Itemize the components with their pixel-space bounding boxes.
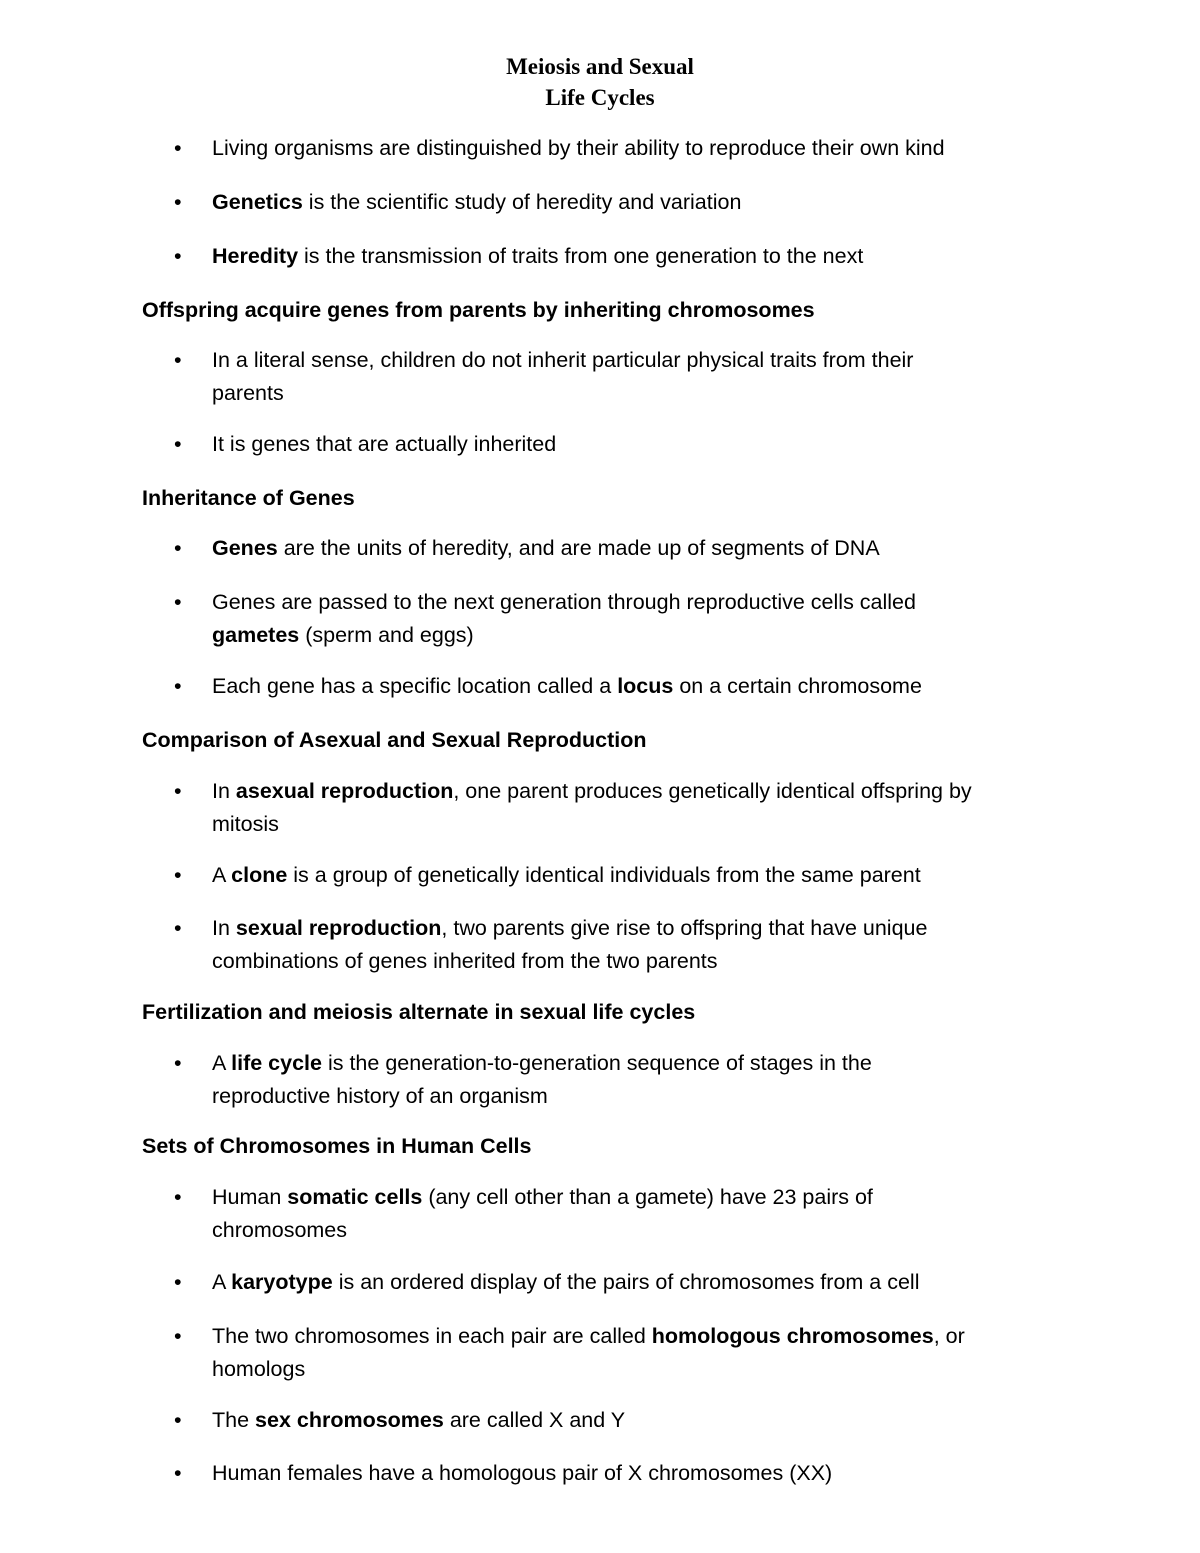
list-item-text: Genes are passed to the next generation through reproductive cells called gametes (sperm and eggs) [212,590,916,647]
bullet-icon: • [174,1461,182,1485]
bullet-icon: • [174,590,182,614]
term: locus [617,674,674,698]
list-item-text: Heredity is the transmission of traits from one generation to the next [212,244,864,268]
list-item-text: It is genes that are actually inherited [212,432,557,456]
list-item-text: Human females have a homologous pair of X chromosomes (XX) [212,1461,833,1485]
term: gametes [212,623,300,647]
bullet-icon: • [174,1324,182,1348]
bullet-icon: • [174,863,182,887]
list-item-text: The two chromosomes in each pair are called homologous chromosomes, or homologs [212,1324,965,1381]
bullet-icon: • [174,136,182,160]
term: Genetics [212,190,303,214]
term: Heredity [212,244,299,268]
term: homologous chromosomes [651,1324,934,1348]
term: somatic cells [287,1185,423,1209]
section-heading: Offspring acquire genes from parents by inheriting chromosomes [142,298,815,322]
term: asexual reproduction [235,779,454,803]
list-item-text: A clone is a group of genetically identical individuals from the same parent [212,863,921,887]
document-title-line-1: Meiosis and Sexual [506,54,694,79]
bullet-icon: • [174,432,182,456]
term: Genes [212,536,278,560]
list-item-text: Genetics is the scientific study of heredity and variation [212,190,742,214]
list-item-text: In a literal sense, children do not inherit particular physical traits from their parents [212,348,914,405]
section-heading: Sets of Chromosomes in Human Cells [142,1134,532,1158]
bullet-icon: • [174,916,182,940]
term: sexual reproduction [235,916,442,940]
bullet-icon: • [174,674,182,698]
list-item-text: Each gene has a specific location called a locus on a certain chromosome [212,674,922,698]
bullet-icon: • [174,779,182,803]
bullet-icon: • [174,1408,182,1432]
section-heading: Comparison of Asexual and Sexual Reproduction [142,728,647,752]
bullet-icon: • [174,1051,182,1075]
section-heading: Inheritance of Genes [142,486,355,510]
list-item-text: The sex chromosomes are called X and Y [212,1408,626,1432]
section-heading: Fertilization and meiosis alternate in sexual life cycles [142,1000,696,1024]
term: life cycle [231,1051,322,1075]
bullet-icon: • [174,1185,182,1209]
list-item-text: In asexual reproduction, one parent produces genetically identical offspring by mitosis [212,779,972,836]
term: karyotype [231,1270,333,1294]
bullet-icon: • [174,348,182,372]
term: sex chromosomes [255,1408,444,1432]
list-item-text: A karyotype is an ordered display of the pairs of chromosomes from a cell [212,1270,920,1294]
document-title-line-2: Life Cycles [545,85,655,110]
list-item-text: Human somatic cells (any cell other than a gamete) have 23 pairs of chromosomes [212,1185,873,1242]
bullet-icon: • [174,536,182,560]
list-item-text: In sexual reproduction, two parents give rise to offspring that have unique combinations of genes inherited from the two parents [212,916,928,973]
bullet-icon: • [174,244,182,268]
list-item-text: Genes are the units of heredity, and are made up of segments of DNA [212,536,880,560]
list-item-text: Living organisms are distinguished by their ability to reproduce their own kind [212,136,945,160]
list-item-text: A life cycle is the generation-to-generation sequence of stages in the reproductive history of an organism [212,1051,872,1108]
bullet-icon: • [174,190,182,214]
term: clone [231,863,288,887]
bullet-icon: • [174,1270,182,1294]
